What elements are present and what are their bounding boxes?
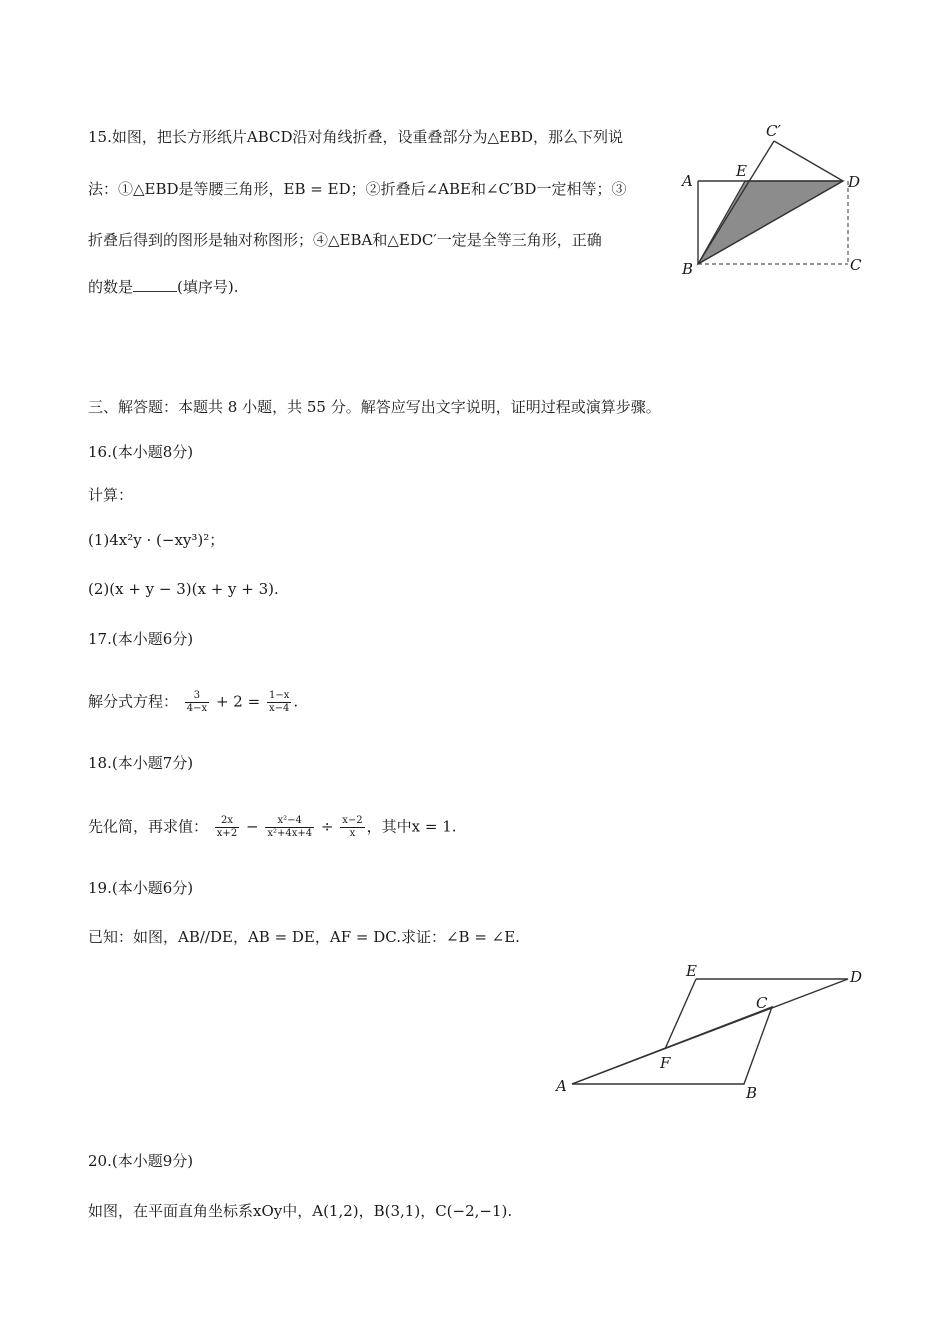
- q15-line-3: 折叠后得到的图形是轴对称图形；④△EBA和△EDC′一定是全等三角形，正确: [88, 231, 602, 249]
- q18-fraction-2: $\frac{\text{x²−4}}{\text{x²+4x+4}}$: [267, 815, 313, 839]
- section-heading: 三、解答题：本题共 8 小题，共 55 分。解答应写出文字说明，证明过程或演算步骤。: [88, 398, 661, 416]
- label-C: C: [756, 994, 768, 1012]
- q18-op2: ÷: [320, 817, 334, 836]
- label-B: B: [746, 1084, 758, 1102]
- label-B: B: [682, 260, 694, 278]
- label-C: C: [850, 256, 862, 274]
- q15-line-4: [88, 276, 239, 298]
- label-E: E: [686, 962, 697, 980]
- q20-text: 如图，在平面直角坐标系xOy中，A(1,2)，B(3,1)，C(−2,−1).: [88, 1202, 513, 1220]
- label-A: A: [556, 1077, 567, 1095]
- q18-fraction-3: $\frac{x-2}{x}$: [342, 815, 363, 839]
- q16-header: 16.(本小题8分): [88, 443, 194, 461]
- label-A: A: [682, 172, 693, 190]
- label-F: F: [660, 1054, 671, 1072]
- q18-op1: −: [245, 817, 259, 836]
- q15-line-4-post: (填序号).: [177, 278, 239, 296]
- label-E: E: [736, 162, 747, 180]
- q15-line-4-pre: 的数是: [88, 278, 134, 296]
- q20-header: 20.(本小题9分): [88, 1152, 194, 1170]
- q17-mid: + 2 =: [215, 692, 261, 711]
- q17-header: 17.(本小题6分): [88, 630, 194, 648]
- q16-part2: (2)(x + y − 3)(x + y + 3).: [88, 580, 279, 598]
- edge-CpD: [774, 141, 843, 181]
- q15-line-2: 法：①△EBD是等腰三角形，EB = ED；②折叠后∠ABE和∠C′BD一定相等；③: [88, 180, 627, 198]
- q17-pre: 解分式方程：: [88, 692, 179, 711]
- q18-post: ，其中x = 1.: [366, 817, 457, 836]
- q17-fraction-2: $\frac{1-x}{x-4}$: [268, 690, 290, 714]
- q19-figure: [548, 958, 878, 1108]
- q19-text: 已知：如图，AB//DE，AB = DE，AF = DC.求证：∠B = ∠E.: [88, 928, 520, 946]
- q18-fraction-1: $\frac{2x}{x+2}$: [216, 815, 238, 839]
- q17-fraction-1: $\frac{3}{4-x}$: [186, 690, 208, 714]
- q16-part1: (1)4x²y · (−xy³)²；: [88, 531, 225, 549]
- q16-intro: 计算：: [88, 486, 134, 504]
- answer-blank: [133, 277, 177, 292]
- q19-header: 19.(本小题6分): [88, 879, 194, 897]
- q18-pre: 先化简，再求值：: [88, 817, 209, 836]
- label-D: D: [850, 968, 863, 986]
- q15-line-1: 15.如图，把长方形纸片ABCD沿对角线折叠，设重叠部分为△EBD，那么下列说: [88, 128, 624, 146]
- q17-end: .: [293, 692, 299, 711]
- label-D: D: [848, 173, 861, 191]
- label-Cp: C′: [766, 122, 781, 140]
- q18-header: 18.(本小题7分): [88, 754, 194, 772]
- segment-AD: [572, 979, 848, 1084]
- q17-equation: [88, 690, 298, 715]
- q15-figure: [670, 118, 870, 288]
- q18-expression: [88, 815, 457, 840]
